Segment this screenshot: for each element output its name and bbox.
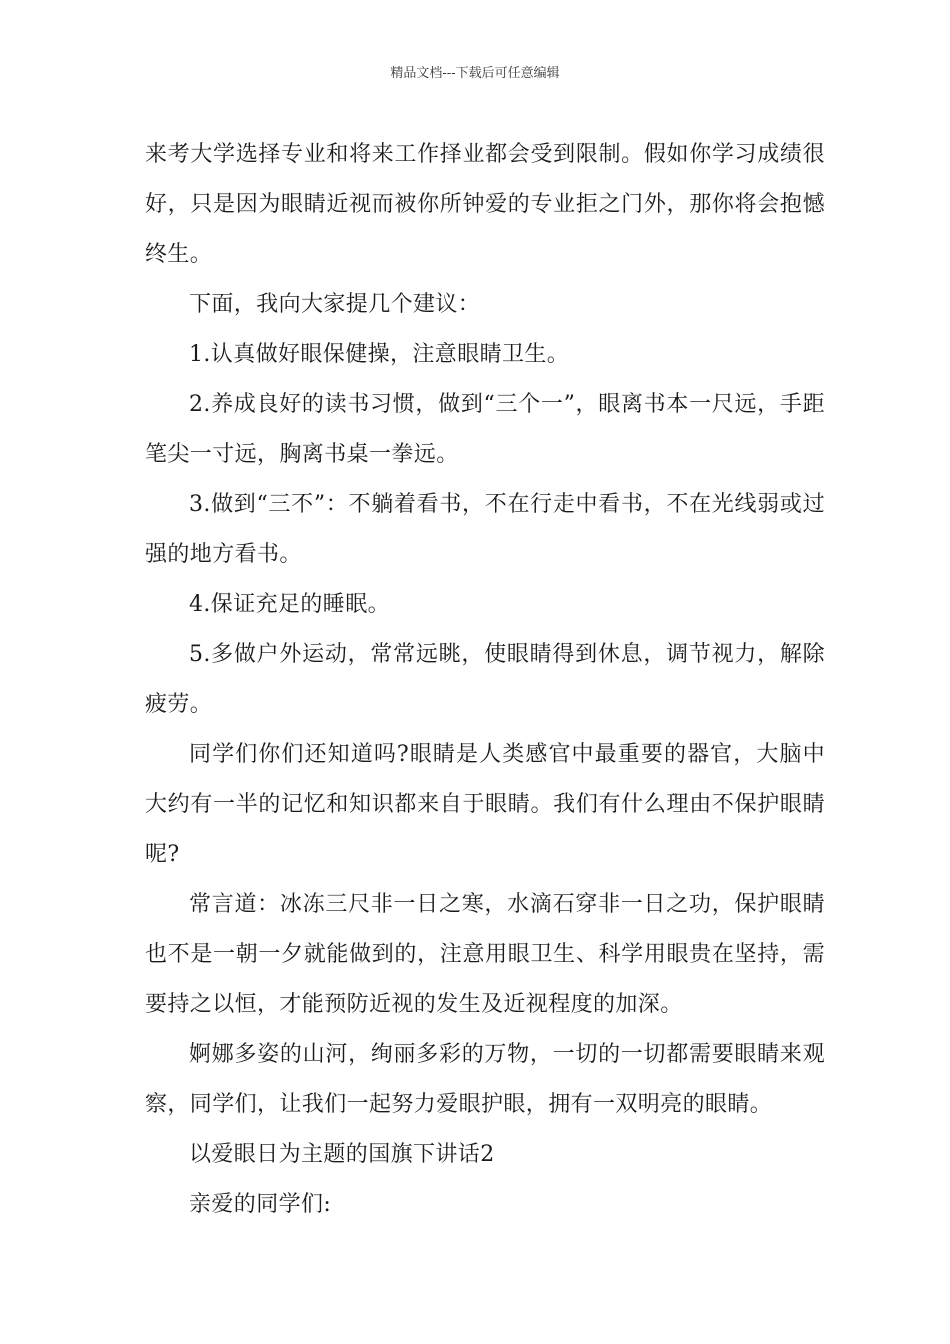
suggestion-4: 4.保证充足的睡眠。 xyxy=(189,592,390,617)
paragraph-2: 下面，我向大家提几个建议： xyxy=(189,292,481,317)
suggestion-5: 5.多做户外运动，常常远眺，使眼睛得到休息，调节视力，解除疲劳。 xyxy=(145,642,825,717)
suggestion-2: 2.养成良好的读书习惯，做到“三个一”，眼离书本一尺远，手距笔尖一寸远，胸离书桌一拳远。 xyxy=(145,392,825,467)
paragraph-9: 常言道：冰冻三尺非一日之寒，水滴石穿非一日之功，保护眼睛也不是一朝一夕就能做到的，注意用眼卫生、科学用眼贵在坚持，需要持之以恒，才能预防近视的发生及近视程度的加深。 xyxy=(145,892,825,1017)
paragraph-10: 婀娜多姿的山河，绚丽多彩的万物，一切的一切都需要眼睛来观察，同学们，让我们一起努力爱眼护眼，拥有一双明亮的眼睛。 xyxy=(145,1042,825,1117)
suggestion-1: 1.认真做好眼保健操，注意眼睛卫生。 xyxy=(189,342,570,367)
salutation: 亲爱的同学们: xyxy=(189,1192,332,1217)
document-body xyxy=(145,130,825,1230)
paragraph-8: 同学们你们还知道吗?眼睛是人类感官中最重要的器官，大脑中大约有一半的记忆和知识都来自于眼睛。我们有什么理由不保护眼睛呢? xyxy=(145,742,825,867)
paragraph-1: 来考大学选择专业和将来工作择业都会受到限制。假如你学习成绩很好，只是因为眼睛近视而被你所钟爱的专业拒之门外，那你将会抱憾终生。 xyxy=(145,142,825,267)
page-header: 精品文档---下载后可任意编辑 xyxy=(390,66,560,81)
section-heading: 以爱眼日为主题的国旗下讲话2 xyxy=(189,1142,495,1167)
suggestion-3: 3.做到“三不”：不躺着看书，不在行走中看书，不在光线弱或过强的地方看书。 xyxy=(145,492,825,567)
